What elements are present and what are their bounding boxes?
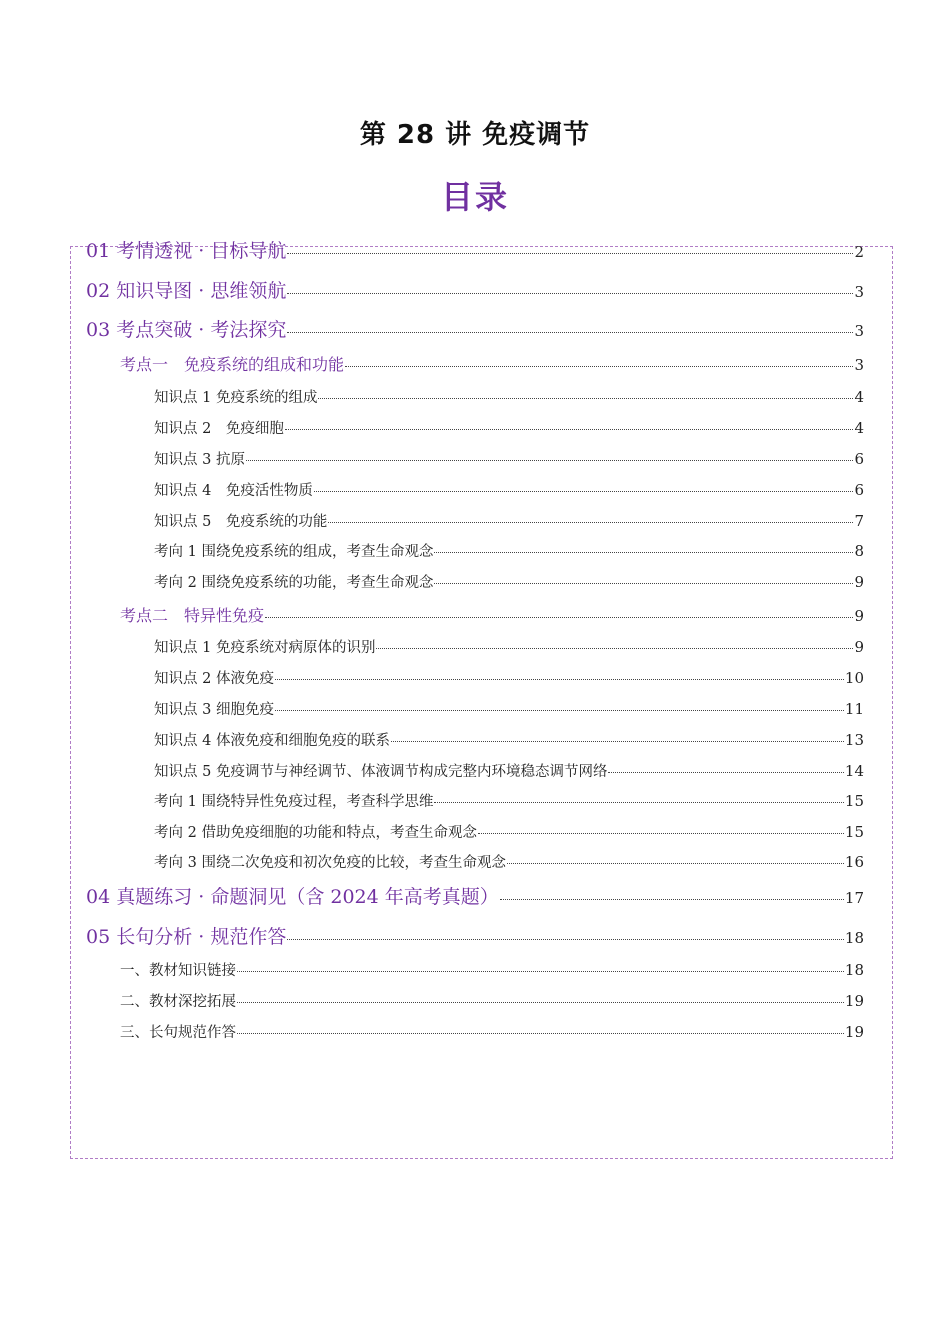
toc-entry-label: 知识点 5 免疫调节与神经调节、体液调节构成完整内环境稳态调节网络 — [154, 764, 608, 780]
toc-entry-label: 考点一 免疫系统的组成和功能 — [120, 355, 345, 374]
toc-entry-page-number: 8 — [854, 542, 864, 560]
toc-entry-label: 知识点 3 细胞免疫 — [154, 702, 274, 718]
toc-entry[interactable] — [86, 315, 864, 342]
toc-entry[interactable] — [154, 636, 864, 657]
toc-entry-label: 知识点 1 免疫系统对病原体的识别 — [154, 640, 376, 656]
toc-entry-page-number: 3 — [854, 356, 864, 374]
toc-entry[interactable] — [120, 603, 864, 626]
toc-entry-page-number: 16 — [844, 853, 864, 871]
toc-entry-page-number: 19 — [844, 992, 864, 1010]
toc-entry[interactable] — [154, 540, 864, 561]
toc-leader-dots — [287, 292, 853, 294]
toc-entry-label: 知识点 4 免疫活性物质 — [154, 483, 313, 499]
toc-leader-dots — [434, 582, 853, 584]
toc-entry-page-number: 15 — [844, 823, 864, 841]
toc-entry-label: 考点二 特异性免疫 — [120, 606, 265, 625]
toc-entry-label: 考向 1 围绕免疫系统的组成，考查生命观念 — [154, 544, 434, 560]
toc-entry[interactable] — [154, 667, 864, 688]
toc-entry[interactable] — [120, 990, 864, 1011]
toc-leader-dots — [237, 1001, 844, 1003]
toc-entry[interactable] — [120, 352, 864, 375]
toc-entry-page-number: 2 — [854, 243, 864, 261]
toc-entry[interactable] — [154, 510, 864, 531]
toc-entry-label: 三、长句规范作答 — [120, 1025, 236, 1041]
toc-entry[interactable] — [154, 571, 864, 592]
toc-entry-label: 考向 1 围绕特异性免疫过程，考查科学思维 — [154, 794, 434, 810]
toc-entry-label: 01 考情透视 · 目标导航 — [86, 240, 287, 262]
toc-leader-dots — [314, 490, 854, 492]
toc-leader-dots — [345, 365, 853, 367]
toc-entry-page-number: 17 — [844, 889, 864, 907]
toc-entry-label: 考向 3 围绕二次免疫和初次免疫的比较，考查生命观念 — [154, 855, 506, 871]
toc-leader-dots — [328, 521, 853, 523]
toc-entry-label: 一、教材知识链接 — [120, 963, 236, 979]
toc-entry-page-number: 18 — [844, 961, 864, 979]
toc-entry-label: 知识点 2 免疫细胞 — [154, 421, 284, 437]
toc-entry-label: 知识点 1 免疫系统的组成 — [154, 390, 318, 406]
toc-entry-page-number: 6 — [854, 481, 864, 499]
toc-leader-dots — [478, 832, 844, 834]
toc-entry-page-number: 9 — [854, 607, 864, 625]
toc-leader-dots — [287, 938, 844, 940]
toc-entry[interactable] — [86, 882, 864, 909]
toc-heading: 目录 — [440, 178, 509, 216]
toc-leader-dots — [275, 709, 844, 711]
toc-leader-dots — [237, 1032, 844, 1034]
toc-entry-label: 知识点 5 免疫系统的功能 — [154, 514, 328, 530]
toc-entry-label: 03 考点突破 · 考法探究 — [86, 319, 287, 341]
toc-entry[interactable] — [86, 922, 864, 949]
toc-entry-label: 02 知识导图 · 思维领航 — [86, 280, 287, 302]
toc-entry[interactable] — [120, 959, 864, 980]
toc-leader-dots — [318, 397, 853, 399]
toc-entry-page-number: 10 — [844, 669, 864, 687]
toc-entry[interactable] — [86, 276, 864, 303]
toc-entry-label: 二、教材深挖拓展 — [120, 994, 236, 1010]
toc-entry-page-number: 4 — [854, 419, 864, 437]
toc-entry-page-number: 9 — [854, 573, 864, 591]
toc-leader-dots — [287, 252, 853, 254]
toc-entry-label: 知识点 4 体液免疫和细胞免疫的联系 — [154, 733, 390, 749]
toc-entry[interactable] — [154, 417, 864, 438]
toc-entry-page-number: 14 — [844, 762, 864, 780]
toc-entry-page-number: 6 — [854, 450, 864, 468]
toc-entry[interactable] — [86, 236, 864, 263]
toc-entry-page-number: 4 — [854, 388, 864, 406]
toc-entry-page-number: 7 — [854, 512, 864, 530]
toc-entry-page-number: 11 — [844, 700, 864, 718]
toc-leader-dots — [285, 428, 854, 430]
toc-leader-dots — [287, 331, 853, 333]
toc-leader-dots — [391, 740, 844, 742]
toc-entry-label: 考向 2 借助免疫细胞的功能和特点，考查生命观念 — [154, 825, 477, 841]
toc-entry-page-number: 15 — [844, 792, 864, 810]
toc-leader-dots — [608, 771, 843, 773]
toc-entry[interactable] — [154, 386, 864, 407]
toc-entry[interactable] — [154, 790, 864, 811]
toc-leader-dots — [246, 459, 854, 461]
toc-entry[interactable] — [154, 698, 864, 719]
toc-entry-page-number: 3 — [854, 283, 864, 301]
toc-leader-dots — [434, 801, 843, 803]
toc-entry-label: 考向 2 围绕免疫系统的功能，考查生命观念 — [154, 575, 434, 591]
toc-leader-dots — [434, 551, 853, 553]
toc-leader-dots — [265, 616, 853, 618]
toc-leader-dots — [500, 898, 844, 900]
toc-entry[interactable] — [154, 479, 864, 500]
toc-entry-page-number: 13 — [844, 731, 864, 749]
toc-leader-dots — [507, 862, 844, 864]
toc-entry[interactable] — [154, 448, 864, 469]
toc-entry[interactable] — [154, 729, 864, 750]
toc-leader-dots — [237, 970, 844, 972]
toc-entry[interactable] — [120, 1021, 864, 1042]
toc-entry-page-number: 3 — [854, 322, 864, 340]
toc-entry-page-number: 18 — [844, 929, 864, 947]
toc-entry-page-number: 19 — [844, 1023, 864, 1041]
toc-entry-label: 知识点 3 抗原 — [154, 452, 245, 468]
toc-leader-dots — [376, 647, 853, 649]
toc-entry[interactable] — [154, 851, 864, 872]
toc-entry-label: 04 真题练习 · 命题洞见（含 2024 年高考真题） — [86, 886, 499, 908]
document-title: 第 28 讲 免疫调节 — [359, 120, 591, 150]
toc-leader-dots — [275, 678, 844, 680]
toc-entry[interactable] — [154, 821, 864, 842]
toc-entry[interactable] — [154, 760, 864, 781]
toc-entry-page-number: 9 — [854, 638, 864, 656]
toc-entry-label: 知识点 2 体液免疫 — [154, 671, 274, 687]
toc-entry-label: 05 长句分析 · 规范作答 — [86, 926, 287, 948]
